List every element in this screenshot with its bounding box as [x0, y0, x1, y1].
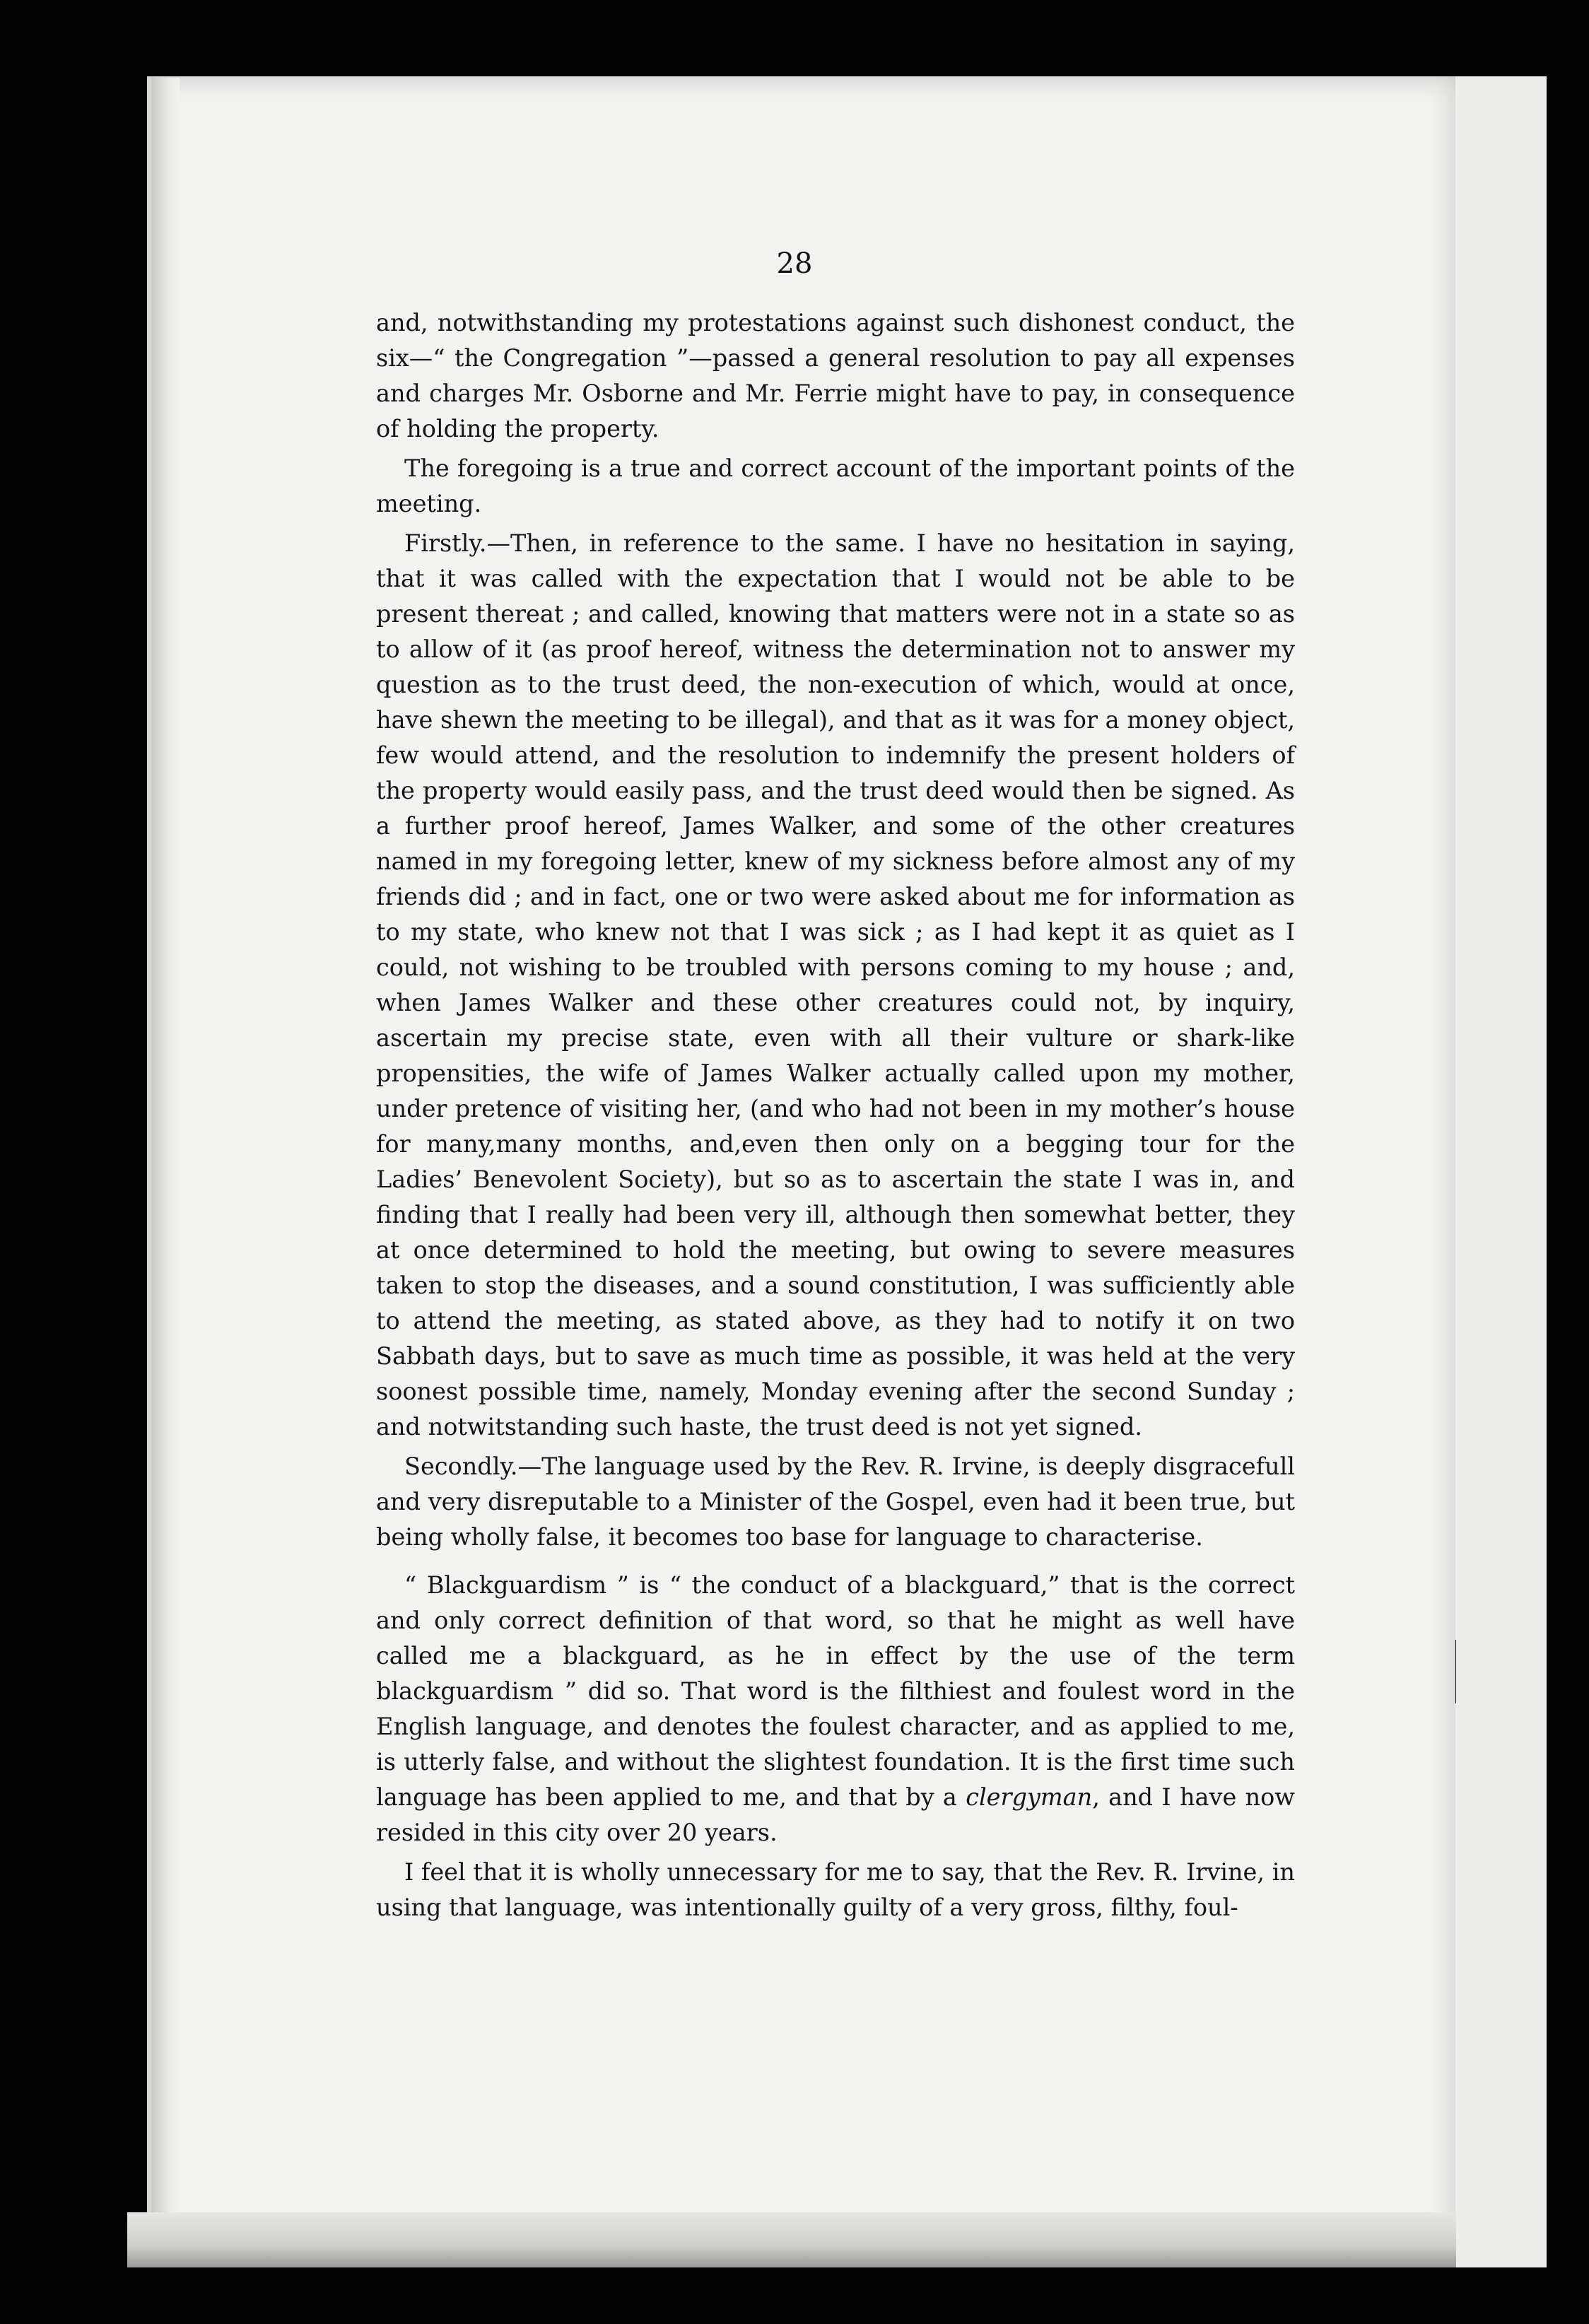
paragraph-secondly: Secondly.—The language used by the Rev. R. Irvine, is deeply disgracefull and very disreputable to a Minister of the Gospel, even had it been true, but being wholly false, it becomes too base for language to characterise.: [376, 1452, 1295, 1551]
emphasis-clergyman: clergyman: [966, 1783, 1093, 1811]
paragraph-blackguardism-tail: , and I have now resided in this city over 20 years.: [376, 1783, 1295, 1846]
body-text: [376, 305, 1295, 1925]
page-gutter-shadow: [151, 78, 180, 2262]
adjacent-page-edge: [1453, 76, 1547, 2267]
page-bottom-edge: [127, 2212, 1456, 2267]
paragraph-continuation: and, notwithstanding my protestations against such dishonest conduct, the six—“ the Congregation ”—passed a general resolution to pay all expenses and charges Mr. Osborne and Mr. Ferrie might have to pay, in consequence of holding the property.: [376, 309, 1295, 442]
paragraph-blackguardism: [376, 1568, 1295, 1850]
paragraph-blackguardism-text: “ Blackguardism ” is “ the conduct of a blackguard,” that is the correct and only correct definition of that word, so that he might as well have called me a blackguard, as he in effect by the use of the term blackguardism ” did so. That word is the filthiest and foulest word in the English language, and denotes the foulest character, and as applied to me, is utterly false, and without the slightest foundation. It is the first time such language has been applied to me, and that by a: [376, 1571, 1295, 1811]
paragraph-firstly: Firstly.—Then, in reference to the same. I have no hesitation in saying, that it was called with the expectation that I would not be able to be present thereat ; and called, knowing that matters were not in a state so as to allow of it (as proof hereof, witness the determination not to answer my question as to the trust deed, the non-execution of which, would at once, have shewn the meeting to be illegal), and that as it was for a money object, few would attend, and the resolution to indemnify the present holders of the property would easily pass, and the trust deed would then be signed. As a further proof hereof, James Walker, and some of the other creatures named in my foregoing letter, knew of my sickness before almost any of my friends did ; and in fact, one or two were asked about me for information as to my state, who knew not that I was sick ; as I had kept it as quiet as I could, not wishing to be troubled with persons coming to my house ; and, when James Walker and these other creatures could not, by inquiry, ascertain my precise state, even with all their vulture or shark-like propensities, the wife of James Walker actually called upon my mother, under pretence of visiting her, (and who had not been in my mother’s house for many,many months, and,even then only on a begging tour for the Ladies’ Benevolent Society), but so as to ascertain the state I was in, and finding that I really had been very ill, although then somewhat better, they at once determined to hold the meeting, but owing to severe measures taken to stop the diseases, and a sound constitution, I was sufficiently able to attend the meeting, as stated above, as they had to notify it on two Sabbath days, but to save as much time as possible, it was held at the very soonest possible time, namely, Monday evening after the second Sunday ; and notwitstanding such haste, the trust deed is not yet signed.: [376, 529, 1295, 1440]
paragraph-foregoing: The foregoing is a true and correct account of the important points of the meeting.: [376, 454, 1295, 517]
page-number: 28: [776, 247, 813, 280]
paragraph-closing: I feel that it is wholly unnecessary for me to say, that the Rev. R. Irvine, in using that language, was intentionally guilty of a very gross, filthy, foul-: [376, 1858, 1295, 1921]
